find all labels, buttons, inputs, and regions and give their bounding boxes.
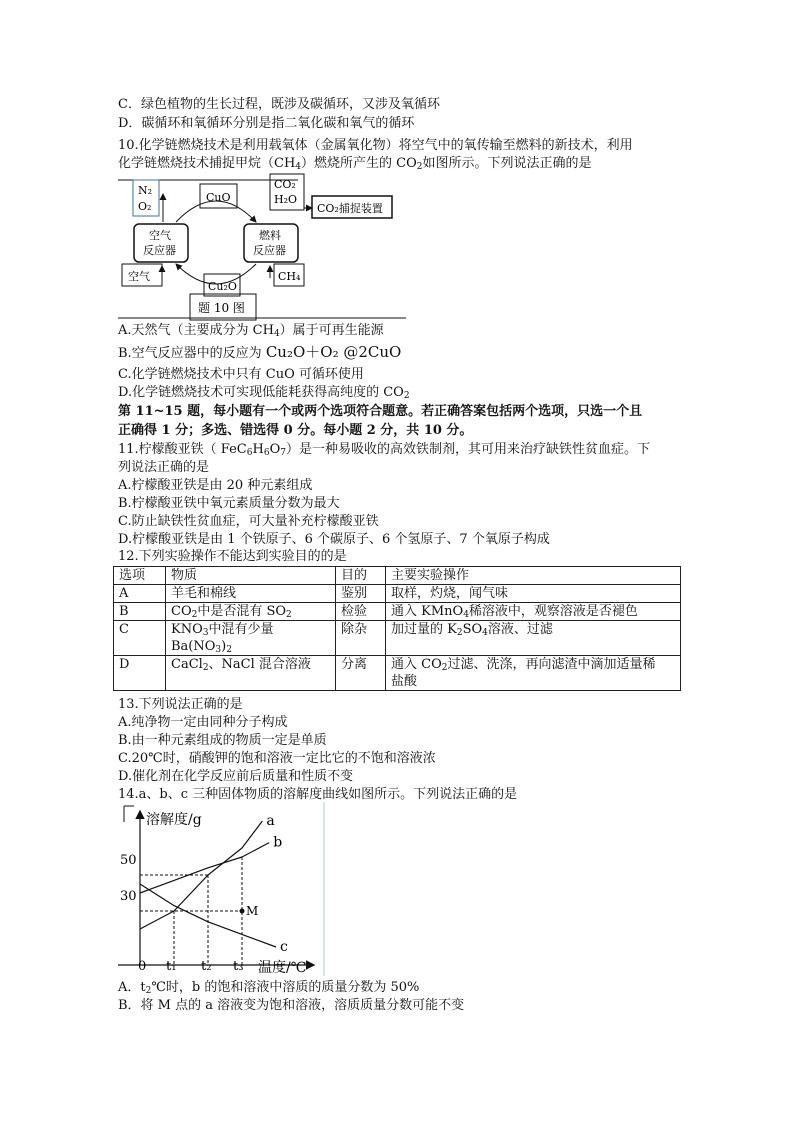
x-tick-label-t2: t₂ [201,959,212,974]
row-d-option: D [114,656,166,691]
q10-stem-line1: 10.化学链燃烧技术是利用载氧体（金属氧化物）将空气中的氧传输至燃料的新技术，利用 [118,138,633,153]
y-tick-label-50: 50 [120,853,137,868]
header-substance: 物质 [166,567,336,585]
curve-b [140,843,269,893]
curve-b-label: b [273,834,283,851]
x-axis-label: 温度/℃ [258,960,307,976]
point-m-label: M [246,904,259,918]
q11-option-a: A.柠檬酸亚铁是由 20 种元素组成 [118,478,313,493]
header-purpose: 目的 [336,567,386,585]
row-b-substance: $CO_2$中是否混有 $SO_2$ [166,603,336,621]
y-tick-label-30: 30 [120,889,137,904]
table-row [114,585,681,603]
ch4-label: CH₄ [278,270,301,283]
x-tick-label-t3: t₃ [233,959,244,974]
n2-label: N₂ [138,184,153,197]
q10-diagram [118,172,408,322]
table-row [114,603,681,621]
h2o-label: H₂O [274,193,298,206]
row-d-operation: 通入 $CO_2$过滤、洗涤，再向滤渣中滴加适量稀 盐酸 [386,656,681,691]
row-d-substance: CaCl$_2$、NaCl 混合溶液 [166,656,336,691]
air-inlet-label: 空气 [128,270,150,283]
table-row [114,621,681,656]
q13-option-a: A.纯净物一定由同种分子构成 [118,715,288,730]
header-operation: 主要实验操作 [386,567,681,585]
air-reactor-label-2: 反应器 [143,244,176,257]
q9-option-d: D．碳循环和氧循环分别是指二氧化碳和氧气的循环 [118,116,415,131]
row-a-option: A [114,585,166,603]
row-d-purpose: 分离 [336,656,386,691]
diagram-caption: 题 10 图 [198,301,245,315]
air-reactor-label-1: 空气 [149,229,171,242]
cu2o-label: Cu₂O [208,280,237,293]
q11-stem: 11.柠檬酸亚铁（ $FeC_6H_6O_7$）是一种易吸收的高效铁制剂，其可用来治疗缺铁性贫血症。下 [118,442,650,458]
table-row [114,656,681,691]
q11-option-d: D.柠檬酸亚铁是由 1 个铁原子、6 个碳原子、6 个氢原子、7 个氧原子构成 [118,532,550,547]
row-c-option: C [114,621,166,656]
point-m-marker [240,909,245,914]
q11-stem-line2: 列说法正确的是 [118,460,210,475]
fuel-reactor-label-2: 反应器 [253,244,286,257]
x-tick-label-0: 0 [138,959,147,974]
section-instruction-line2: 正确得 1 分；多选、错选得 0 分。每小题 2 分，共 10 分。 [118,423,473,438]
cuo-cycle-arrow [176,201,256,222]
guide-lines [140,857,242,965]
q12-table [113,566,681,691]
row-c-substance: $KNO_3$中混有少量 $Ba(NO_3)_2$ [166,621,336,656]
q13-option-b: B.由一种元素组成的物质一定是单质 [118,733,327,748]
row-a-operation: 取样，灼烧，闻气味 [386,585,681,603]
row-b-purpose: 检验 [336,603,386,621]
row-b-option: B [114,603,166,621]
q10-option-c: C.化学链燃烧技术中只有 CuO 可循环使用 [118,367,364,382]
q11-option-c: C.防止缺铁性贫血症，可大量补充柠檬酸亚铁 [118,514,379,529]
q13-option-c: C.20℃时，硝酸钾的饱和溶液一定比它的不饱和溶液浓 [118,751,436,766]
co2-label: CO₂ [274,178,296,191]
cuo-label: CuO [206,191,231,204]
q11-option-b: B.柠檬酸亚铁中氧元素质量分数为最大 [118,496,340,511]
o2-label: O₂ [138,200,152,213]
q10-option-d: D.化学链燃烧技术可实现低能耗获得高纯度的 $CO_2$ [118,385,410,401]
q14-option-b: B．将 M 点的 a 溶液变为饱和溶液，溶质质量分数可能不变 [118,998,465,1013]
q10-option-b: B.空气反应器中的反应为 Cu₂O＋O₂ @2CuO [118,343,402,361]
curve-a-label: a [266,813,275,829]
curve-c-label: c [280,939,288,955]
row-a-purpose: 鉴别 [336,585,386,603]
q10-option-a: A.天然气（主要成分为 $CH_4$）属于可再生能源 [118,323,384,339]
row-b-operation: 通入 KMnO$_4$稀溶液中，观察溶液是否褪色 [386,603,681,621]
co2-capture-label: CO₂捕捉装置 [317,202,383,215]
header-option: 选项 [114,567,166,585]
q13-option-d: D.催化剂在化学反应前后质量和性质不变 [118,769,354,784]
q14-stem: 14.a、b、c 三种固体物质的溶解度曲线如图所示。下列说法正确的是 [118,787,518,802]
table-header-row [114,567,681,585]
row-c-operation: 加过量的 $K_2SO_4$溶液、过滤 [386,621,681,656]
x-tick-label-t1: t₁ [166,959,177,974]
y-axis-label: 溶解度/g [146,812,202,828]
q14-option-a: A．$t_2℃$时，b 的饱和溶液中溶质的质量分数为 50% [118,980,420,996]
fuel-reactor-label-1: 燃料 [259,229,281,242]
q10-stem-line2: 化学链燃烧技术捕捉甲烷$(CH_4)$燃烧所产生的 $CO_2$如图所示。下列说法正确的是 [118,156,592,172]
q13-stem: 13.下列说法正确的是 [118,697,243,712]
q9-option-c: C．绿色植物的生长过程，既涉及碳循环，又涉及氧循环 [118,97,440,112]
row-c-purpose: 除杂 [336,621,386,656]
row-a-substance: 羊毛和棉线 [166,585,336,603]
solubility-chart [118,802,328,976]
section-instruction-line1: 第 11~15 题，每小题有一个或两个选项符合题意。若正确答案包括两个选项，只选一个且 [118,404,643,419]
solubility-curves [140,821,276,947]
q12-stem: 12.下列实验操作不能达到实验目的的是 [118,549,347,564]
